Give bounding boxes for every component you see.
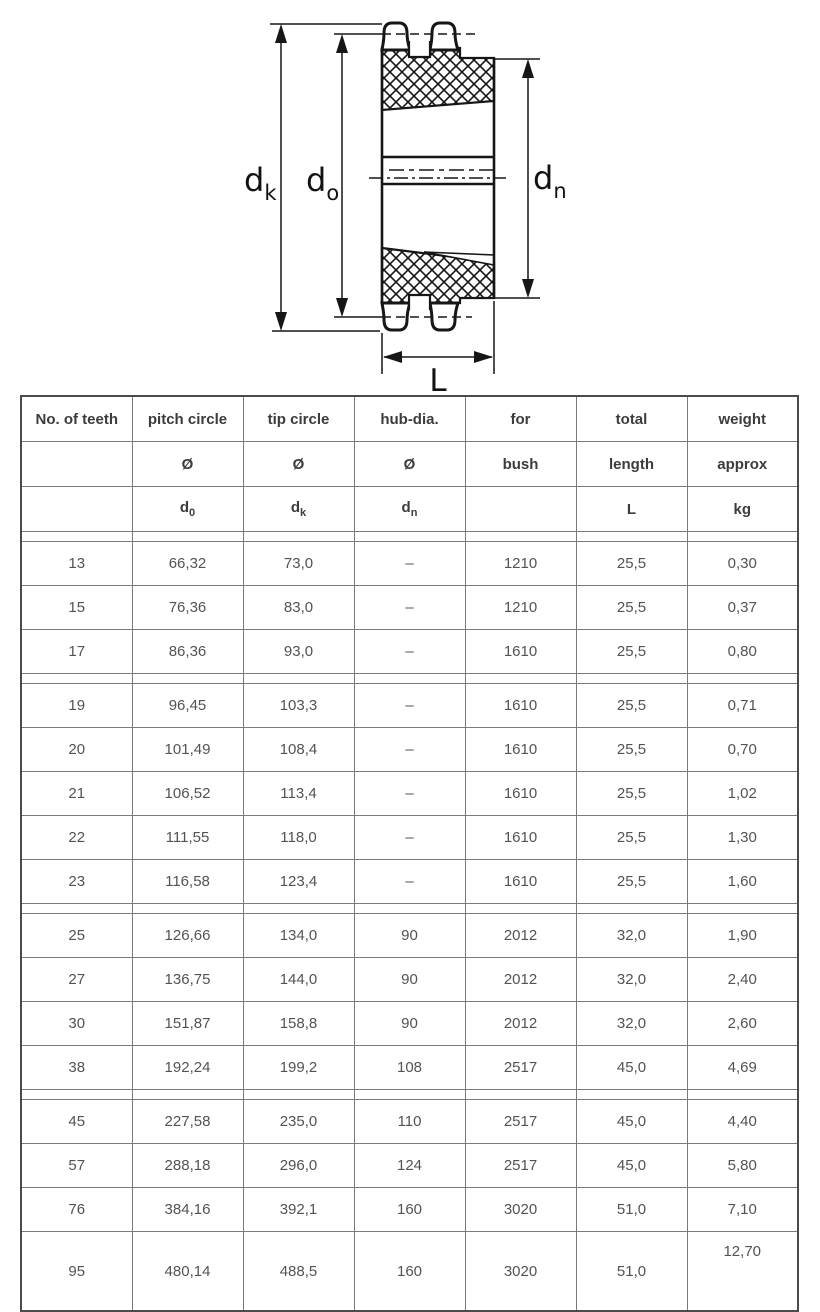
table-cell <box>132 674 243 684</box>
table-cell: hub-dia. <box>354 396 465 442</box>
table-cell: 3020 <box>465 1232 576 1312</box>
table-cell: for <box>465 396 576 442</box>
table-cell: 45 <box>21 1100 132 1144</box>
sprocket-cross-section-drawing <box>198 0 618 398</box>
table-cell: 45,0 <box>576 1144 687 1188</box>
table-cell: 51,0 <box>576 1188 687 1232</box>
table-cell: $d_0$ <box>132 487 243 532</box>
table-row <box>21 1100 798 1144</box>
table-cell <box>687 904 798 914</box>
table-cell: 25,5 <box>576 586 687 630</box>
table-cell: 111,55 <box>132 816 243 860</box>
table-cell: 19 <box>21 684 132 728</box>
upper-hub-hatch <box>382 48 494 110</box>
table-cell: tip circle <box>243 396 354 442</box>
spacer-row <box>21 904 798 914</box>
table-cell: 4,69 <box>687 1046 798 1090</box>
dn-label: $d_n$ <box>533 159 567 203</box>
table-cell: 76 <box>21 1188 132 1232</box>
table-cell: 20 <box>21 728 132 772</box>
table-cell: 21 <box>21 772 132 816</box>
header-row <box>21 487 798 532</box>
l-arrow-right <box>474 351 493 363</box>
table-cell: weight <box>687 396 798 442</box>
table-cell: – <box>354 684 465 728</box>
table-row <box>21 542 798 586</box>
dk-label: $d_k$ <box>244 161 277 205</box>
table-cell <box>132 532 243 542</box>
table-cell: 25,5 <box>576 630 687 674</box>
table-cell: 57 <box>21 1144 132 1188</box>
table-cell <box>465 532 576 542</box>
table-cell: 30 <box>21 1002 132 1046</box>
table-cell: Ø <box>354 442 465 487</box>
table-cell <box>465 1090 576 1100</box>
table-cell: 93,0 <box>243 630 354 674</box>
table-cell: 2012 <box>465 958 576 1002</box>
table-cell: – <box>354 860 465 904</box>
table-cell: 17 <box>21 630 132 674</box>
table-cell: 1,90 <box>687 914 798 958</box>
table-cell <box>132 1090 243 1100</box>
table-cell: 38 <box>21 1046 132 1090</box>
table-cell: 90 <box>354 1002 465 1046</box>
table-cell: 4,40 <box>687 1100 798 1144</box>
table-cell: 1210 <box>465 586 576 630</box>
dn-arrow-up <box>522 59 534 78</box>
top-tooth-gap-notch <box>409 41 430 57</box>
table-cell: 108,4 <box>243 728 354 772</box>
table-cell: 12,70 <box>687 1232 798 1312</box>
table-cell: – <box>354 542 465 586</box>
table-cell: 110 <box>354 1100 465 1144</box>
table-cell: 0,71 <box>687 684 798 728</box>
table-cell: 108 <box>354 1046 465 1090</box>
table-cell: 32,0 <box>576 1002 687 1046</box>
table-cell: 151,87 <box>132 1002 243 1046</box>
table-cell: 7,10 <box>687 1188 798 1232</box>
table-row <box>21 914 798 958</box>
table-cell: 95 <box>21 1232 132 1312</box>
table-cell: 2012 <box>465 1002 576 1046</box>
table-cell: 3020 <box>465 1188 576 1232</box>
table-cell: 160 <box>354 1188 465 1232</box>
table-row <box>21 630 798 674</box>
dk-arrow-down <box>275 312 287 331</box>
table-cell: 27 <box>21 958 132 1002</box>
table-cell <box>687 674 798 684</box>
table-cell: total <box>576 396 687 442</box>
table-row <box>21 1144 798 1188</box>
table-cell: approx <box>687 442 798 487</box>
sprocket-body <box>382 23 494 330</box>
table-row <box>21 728 798 772</box>
table-cell: 123,4 <box>243 860 354 904</box>
dk-arrow-up <box>275 24 287 43</box>
table-cell: 1,60 <box>687 860 798 904</box>
table-cell: 199,2 <box>243 1046 354 1090</box>
dimension-table <box>20 395 799 1312</box>
table-cell: 45,0 <box>576 1046 687 1090</box>
dn-arrow-down <box>522 279 534 298</box>
l-arrow-left <box>383 351 402 363</box>
table-cell: 2,40 <box>687 958 798 1002</box>
table-cell: – <box>354 728 465 772</box>
table-cell: 1610 <box>465 816 576 860</box>
table-cell: 0,30 <box>687 542 798 586</box>
table-cell: 15 <box>21 586 132 630</box>
table-cell: 126,66 <box>132 914 243 958</box>
table-cell: 392,1 <box>243 1188 354 1232</box>
header-row <box>21 396 798 442</box>
table-cell <box>243 674 354 684</box>
table-cell: 2517 <box>465 1144 576 1188</box>
table-cell: 73,0 <box>243 542 354 586</box>
table-cell: 124 <box>354 1144 465 1188</box>
table-row <box>21 1002 798 1046</box>
table-cell: 113,4 <box>243 772 354 816</box>
table-cell <box>576 532 687 542</box>
table-cell: 2517 <box>465 1100 576 1144</box>
do-arrow-down <box>336 298 348 317</box>
table-cell: 118,0 <box>243 816 354 860</box>
table-cell: 13 <box>21 542 132 586</box>
table-cell: L <box>576 487 687 532</box>
table-cell: – <box>354 586 465 630</box>
table-row <box>21 860 798 904</box>
table-cell <box>354 904 465 914</box>
table-cell: 96,45 <box>132 684 243 728</box>
table-cell: 76,36 <box>132 586 243 630</box>
table-cell: 1610 <box>465 684 576 728</box>
table-cell: 66,32 <box>132 542 243 586</box>
table-cell: 1610 <box>465 860 576 904</box>
table-row <box>21 586 798 630</box>
table-cell: 288,18 <box>132 1144 243 1188</box>
table-cell: 0,37 <box>687 586 798 630</box>
table-cell <box>465 487 576 532</box>
table-cell: bush <box>465 442 576 487</box>
table-cell <box>465 904 576 914</box>
length-label: L <box>429 363 447 398</box>
top-tooth-right <box>430 23 458 50</box>
table-cell <box>243 904 354 914</box>
table-cell: Ø <box>243 442 354 487</box>
table-cell <box>21 442 132 487</box>
table-cell <box>243 1090 354 1100</box>
table-row <box>21 1232 798 1312</box>
table-cell: 2,60 <box>687 1002 798 1046</box>
table-cell: 1610 <box>465 728 576 772</box>
table-row <box>21 1188 798 1232</box>
table-cell: 296,0 <box>243 1144 354 1188</box>
table-cell: 25,5 <box>576 860 687 904</box>
table-cell <box>21 904 132 914</box>
table-cell: 25,5 <box>576 728 687 772</box>
sprocket-diagram <box>198 0 618 398</box>
table-cell: 45,0 <box>576 1100 687 1144</box>
table-cell: kg <box>687 487 798 532</box>
table-cell: 90 <box>354 958 465 1002</box>
top-tooth-left <box>382 23 410 50</box>
table-row <box>21 772 798 816</box>
table-cell: 32,0 <box>576 914 687 958</box>
table-cell: $d_k$ <box>243 487 354 532</box>
table-cell: 5,80 <box>687 1144 798 1188</box>
table-cell: 106,52 <box>132 772 243 816</box>
table-cell: 192,24 <box>132 1046 243 1090</box>
table-cell: 23 <box>21 860 132 904</box>
table-cell: 103,3 <box>243 684 354 728</box>
header-row <box>21 442 798 487</box>
table-cell: 83,0 <box>243 586 354 630</box>
table-cell <box>465 674 576 684</box>
table-cell: 160 <box>354 1232 465 1312</box>
table-cell: 1610 <box>465 772 576 816</box>
table-cell <box>243 532 354 542</box>
table-cell: 51,0 <box>576 1232 687 1312</box>
table-cell <box>132 904 243 914</box>
table-cell: 90 <box>354 914 465 958</box>
table-cell: Ø <box>132 442 243 487</box>
table-cell: 1,30 <box>687 816 798 860</box>
table-cell: length <box>576 442 687 487</box>
table-cell: – <box>354 816 465 860</box>
table-cell: 25,5 <box>576 816 687 860</box>
table-cell: 1,02 <box>687 772 798 816</box>
table-cell <box>21 532 132 542</box>
table-cell: 136,75 <box>132 958 243 1002</box>
table-cell: 101,49 <box>132 728 243 772</box>
spacer-row <box>21 532 798 542</box>
table-cell: 25,5 <box>576 772 687 816</box>
table-row <box>21 684 798 728</box>
table-cell: – <box>354 772 465 816</box>
table-cell: 2517 <box>465 1046 576 1090</box>
table-cell: 86,36 <box>132 630 243 674</box>
table-cell: No. of teeth <box>21 396 132 442</box>
bottom-tooth-gap-notch <box>409 295 430 310</box>
table-cell: – <box>354 630 465 674</box>
table-cell: 235,0 <box>243 1100 354 1144</box>
table-cell: 144,0 <box>243 958 354 1002</box>
spacer-row <box>21 1090 798 1100</box>
table-cell: 22 <box>21 816 132 860</box>
table-cell <box>576 674 687 684</box>
table-cell: 480,14 <box>132 1232 243 1312</box>
table-cell <box>687 1090 798 1100</box>
table-cell <box>576 904 687 914</box>
table-cell <box>21 674 132 684</box>
table-row <box>21 1046 798 1090</box>
table-cell: 0,80 <box>687 630 798 674</box>
table-cell: 134,0 <box>243 914 354 958</box>
table-cell: 488,5 <box>243 1232 354 1312</box>
table-cell: pitch circle <box>132 396 243 442</box>
table-cell: 2012 <box>465 914 576 958</box>
table-cell <box>21 1090 132 1100</box>
table-cell: 25,5 <box>576 684 687 728</box>
table-cell: 158,8 <box>243 1002 354 1046</box>
table-cell: 227,58 <box>132 1100 243 1144</box>
table-cell <box>354 1090 465 1100</box>
table-cell: 1210 <box>465 542 576 586</box>
spacer-row <box>21 674 798 684</box>
do-label: $d_o$ <box>306 161 340 205</box>
table-row <box>21 816 798 860</box>
table-cell: 1610 <box>465 630 576 674</box>
table-cell <box>354 674 465 684</box>
table-cell <box>21 487 132 532</box>
table-cell: 25,5 <box>576 542 687 586</box>
table-cell <box>687 532 798 542</box>
table-cell: 25 <box>21 914 132 958</box>
table-cell: 32,0 <box>576 958 687 1002</box>
table-cell: 384,16 <box>132 1188 243 1232</box>
table-cell: 0,70 <box>687 728 798 772</box>
table-cell: 116,58 <box>132 860 243 904</box>
table-cell <box>576 1090 687 1100</box>
table-cell: $d_n$ <box>354 487 465 532</box>
table-cell <box>354 532 465 542</box>
do-arrow-up <box>336 34 348 53</box>
table-row <box>21 958 798 1002</box>
